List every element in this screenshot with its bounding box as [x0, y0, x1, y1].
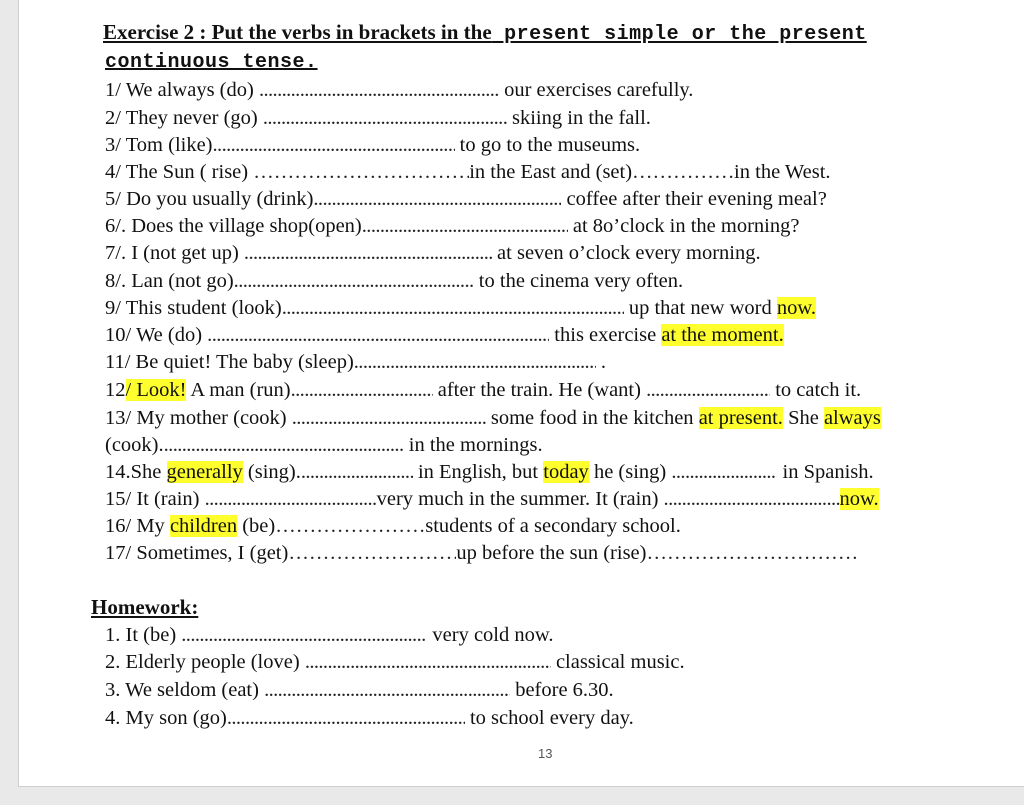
answer-blank[interactable]	[205, 487, 377, 512]
highlighted-keyword: today	[543, 461, 589, 483]
item-text: after the train. He (want)	[432, 379, 647, 401]
exercise-item-2	[105, 106, 651, 131]
answer-blank[interactable]	[207, 323, 549, 348]
item-text: 1. It (be)	[105, 624, 182, 646]
item-text: to the cinema very often.	[473, 270, 684, 292]
item-text: 11/ Be quiet! The baby (sleep)	[105, 351, 354, 373]
item-text: students of a secondary school.	[425, 515, 681, 537]
homework-item-1	[105, 623, 553, 648]
item-text: up that new word	[623, 297, 777, 319]
exercise-title-mono: present simple or the present	[491, 23, 867, 46]
homework-item-3	[105, 678, 614, 703]
answer-blank[interactable]	[664, 487, 840, 512]
item-text: 6/. Does the village shop(open)	[105, 215, 362, 237]
answer-blank[interactable]	[291, 378, 433, 403]
highlighted-keyword: at the moment.	[661, 324, 784, 346]
exercise-item-11	[105, 350, 606, 375]
exercise-item-6	[105, 214, 799, 239]
answer-blank[interactable]	[282, 296, 624, 321]
item-text: 5/ Do you usually (drink)	[105, 188, 314, 210]
answer-blank[interactable]	[259, 78, 499, 103]
item-text: 10/ We (do)	[105, 324, 208, 346]
item-text: (sing).	[242, 461, 301, 483]
item-text: in the West.	[734, 161, 831, 183]
item-text: (be)	[237, 515, 276, 537]
item-text: some food in the kitchen	[485, 407, 699, 429]
exercise-item-4	[105, 160, 831, 185]
answer-blank[interactable]	[671, 460, 777, 485]
exercise-title-serif: Exercise 2 : Put the verbs in brackets in the	[103, 20, 492, 44]
exercise-item-14	[105, 460, 874, 485]
item-text: in Spanish.	[777, 461, 874, 483]
highlighted-keyword: always	[823, 407, 881, 429]
item-text: 4. My son (go)	[105, 707, 227, 729]
item-text: 8/. Lan (not go)	[105, 270, 234, 292]
answer-blank[interactable]	[305, 650, 551, 675]
answer-blank[interactable]	[275, 514, 425, 539]
exercise-item-8	[105, 269, 683, 294]
item-text: 1/ We always (do)	[105, 79, 259, 101]
answer-blank[interactable]	[292, 406, 486, 431]
item-text: A man (run)	[186, 379, 291, 401]
exercise-item-3	[105, 133, 640, 158]
answer-blank[interactable]	[213, 133, 455, 158]
item-text: in English, but	[412, 461, 544, 483]
item-text: 2/ They never (go)	[105, 107, 263, 129]
answer-blank[interactable]	[354, 350, 596, 375]
item-text: this exercise	[549, 324, 662, 346]
document-page	[18, 0, 1024, 787]
item-text: 3/ Tom (like)	[105, 134, 213, 156]
item-text: skiing in the fall.	[506, 107, 651, 129]
item-text: in the mornings.	[403, 434, 543, 456]
answer-blank[interactable]	[264, 678, 510, 703]
exercise-title	[103, 20, 867, 46]
item-text: at 8o’clock in the morning?	[567, 215, 800, 237]
answer-blank[interactable]	[234, 269, 474, 294]
item-text: before 6.30.	[510, 679, 614, 701]
item-text: (cook).	[105, 434, 164, 456]
page-number: 13	[538, 746, 553, 761]
highlighted-keyword: now.	[839, 488, 879, 510]
homework-item-4	[105, 706, 634, 731]
highlighted-keyword: now.	[776, 297, 816, 319]
exercise-item-17	[105, 541, 858, 566]
item-text: 4/ The Sun ( rise)	[105, 161, 254, 183]
item-text: 13/ My mother (cook)	[105, 407, 292, 429]
exercise-item-13-continued	[105, 433, 543, 458]
item-text: to catch it.	[770, 379, 862, 401]
item-text: 16/ My	[105, 515, 170, 537]
item-text: very cold now.	[427, 624, 554, 646]
item-text: 15/ It (rain)	[105, 488, 205, 510]
answer-blank[interactable]	[313, 187, 561, 212]
exercise-item-7	[105, 241, 761, 266]
exercise-title-line2: continuous tense.	[105, 51, 318, 74]
highlighted-keyword: at present.	[698, 407, 783, 429]
item-text: 2. Elderly people (love)	[105, 651, 305, 673]
item-text: he (sing)	[588, 461, 672, 483]
item-text: very much in the summer. It (rain)	[376, 488, 664, 510]
answer-blank[interactable]	[646, 541, 858, 566]
item-text: 17/ Sometimes, I (get)	[105, 542, 289, 564]
answer-blank[interactable]	[244, 241, 492, 266]
answer-blank[interactable]	[164, 433, 404, 458]
item-text: 14.She	[105, 461, 167, 483]
item-text: in the East and (set)	[469, 161, 633, 183]
answer-blank[interactable]	[646, 378, 770, 403]
answer-blank[interactable]	[181, 623, 427, 648]
item-text: to go to the museums.	[454, 134, 641, 156]
item-text: She	[782, 407, 824, 429]
exercise-item-1	[105, 78, 693, 103]
exercise-item-15	[105, 487, 879, 512]
answer-blank[interactable]	[362, 214, 568, 239]
answer-blank[interactable]	[253, 160, 469, 185]
exercise-item-16	[105, 514, 681, 539]
answer-blank[interactable]	[288, 541, 456, 566]
exercise-item-9	[105, 296, 816, 321]
exercise-item-13	[105, 406, 881, 431]
item-text: coffee after their evening meal?	[561, 188, 827, 210]
answer-blank[interactable]	[632, 160, 734, 185]
highlighted-keyword: generally	[166, 461, 243, 483]
exercise-item-5	[105, 187, 827, 212]
exercise-item-10	[105, 323, 784, 348]
homework-title: Homework:	[91, 595, 199, 619]
answer-blank[interactable]	[263, 106, 507, 131]
answer-blank[interactable]	[301, 460, 413, 485]
item-text: 9/ This student (look)	[105, 297, 282, 319]
highlighted-keyword: children	[169, 515, 238, 537]
item-text: 7/. I (not get up)	[105, 242, 244, 264]
item-text: 12	[105, 379, 126, 401]
item-text: classical music.	[550, 651, 685, 673]
highlighted-keyword: / Look!	[125, 379, 187, 401]
exercise-item-12	[105, 378, 861, 403]
homework-item-2	[105, 650, 685, 675]
item-text: .	[595, 351, 607, 373]
item-text: to school every day.	[464, 707, 634, 729]
item-text: at seven o’clock every morning.	[491, 242, 761, 264]
answer-blank[interactable]	[227, 706, 465, 731]
item-text: our exercises carefully.	[498, 79, 694, 101]
item-text: 3. We seldom (eat)	[105, 679, 265, 701]
item-text: up before the sun (rise)	[456, 542, 647, 564]
